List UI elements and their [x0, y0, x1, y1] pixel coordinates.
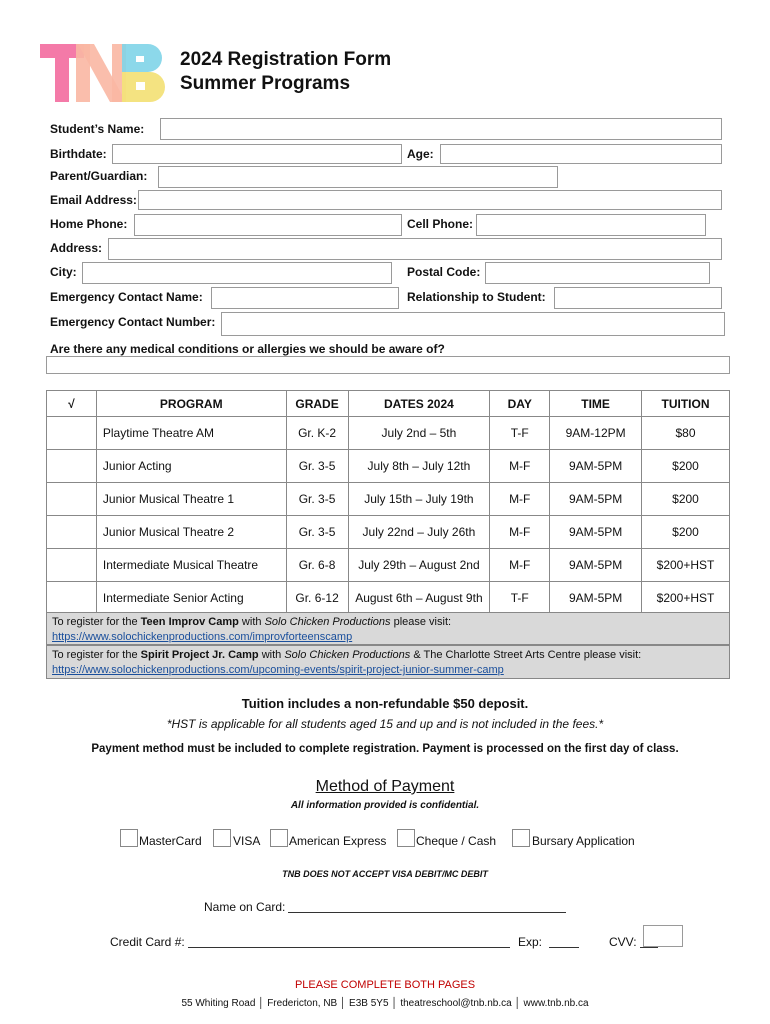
- cell-phone-label: Cell Phone:: [407, 217, 474, 231]
- select-program-cell[interactable]: [47, 417, 97, 450]
- note-text: & The Charlotte Street Arts Centre please visit:: [410, 649, 642, 661]
- program-tuition: $200: [642, 516, 730, 549]
- program-day: M-F: [490, 549, 550, 582]
- medical-conditions-input[interactable]: [46, 356, 730, 374]
- header-dates: DATES 2024: [348, 391, 490, 417]
- program-tuition: $200: [642, 450, 730, 483]
- relationship-label: Relationship to Student:: [407, 290, 546, 304]
- title-line-2: Summer Programs: [180, 73, 351, 94]
- program-tuition: $200: [642, 483, 730, 516]
- program-day: T-F: [490, 582, 550, 615]
- city-input[interactable]: [82, 262, 392, 284]
- home-phone-label: Home Phone:: [50, 217, 128, 231]
- table-row: [47, 516, 730, 549]
- footer-divider: │: [340, 998, 350, 1009]
- program-time: 9AM-5PM: [550, 516, 642, 549]
- note-text: please visit:: [390, 616, 452, 628]
- bursary-checkbox[interactable]: [512, 829, 530, 847]
- table-row: [47, 483, 730, 516]
- exp-label: Exp:: [518, 935, 543, 949]
- footer-divider: │: [514, 998, 524, 1009]
- birthdate-input[interactable]: [112, 144, 402, 164]
- student-name-label: Student’s Name:: [50, 122, 145, 136]
- table-row: [47, 417, 730, 450]
- postal-code-label: Postal Code:: [407, 265, 481, 279]
- select-program-cell[interactable]: [47, 483, 97, 516]
- city-label: City:: [50, 265, 77, 279]
- org-name: Solo Chicken Productions: [284, 649, 411, 661]
- program-dates: July 22nd – July 26th: [348, 516, 490, 549]
- header-program: PROGRAM: [96, 391, 286, 417]
- program-tuition: $200+HST: [642, 549, 730, 582]
- program-dates: July 2nd – 5th: [348, 417, 490, 450]
- deposit-notice: Tuition includes a non-refundable $50 deposit.: [241, 696, 529, 711]
- cvv-label: CVV:: [609, 935, 637, 949]
- teen-improv-link[interactable]: https://www.solochickenproductions.com/improvforteenscamp: [52, 631, 353, 643]
- table-header-row: [47, 391, 730, 417]
- program-time: 9AM-12PM: [550, 417, 642, 450]
- credit-card-label: Credit Card #:: [110, 935, 185, 949]
- select-program-cell[interactable]: [47, 549, 97, 582]
- program-time: 9AM-5PM: [550, 582, 642, 615]
- note-text: To register for the: [52, 616, 141, 628]
- program-name: Junior Musical Theatre 2: [96, 516, 286, 549]
- cheque-cash-label: Cheque / Cash: [416, 834, 497, 848]
- hst-notice: *HST is applicable for all students aged 15 and up and is not included in the fees.*: [166, 717, 604, 731]
- emergency-number-input[interactable]: [221, 312, 725, 336]
- no-debit-notice: TNB DOES NOT ACCEPT VISA DEBIT/MC DEBIT: [282, 869, 488, 879]
- program-name: Playtime Theatre AM: [96, 417, 286, 450]
- select-program-cell[interactable]: [47, 516, 97, 549]
- tnb-logo-graphic: [40, 42, 170, 104]
- cvv-box[interactable]: [643, 925, 683, 947]
- emergency-name-input[interactable]: [211, 287, 399, 309]
- program-tuition: $200+HST: [642, 582, 730, 615]
- spirit-camp-name: Spirit Project Jr. Camp: [140, 649, 259, 661]
- spirit-project-note: [46, 645, 730, 679]
- table-row: [47, 549, 730, 582]
- parent-guardian-input[interactable]: [158, 166, 558, 188]
- org-name: Solo Chicken Productions: [264, 616, 391, 628]
- program-dates: July 29th – August 2nd: [348, 549, 490, 582]
- cell-phone-input[interactable]: [476, 214, 706, 236]
- teen-camp-name: Teen Improv Camp: [140, 616, 239, 628]
- note-text: with: [238, 616, 265, 628]
- program-time: 9AM-5PM: [550, 549, 642, 582]
- american-express-label: American Express: [289, 834, 387, 848]
- program-grade: Gr. K-2: [286, 417, 348, 450]
- title-line-1: 2024 Registration Form: [180, 49, 392, 70]
- program-dates: August 6th – August 9th: [348, 582, 490, 615]
- age-input[interactable]: [440, 144, 722, 164]
- tnb-logo: [40, 42, 170, 102]
- visa-label: VISA: [233, 834, 261, 848]
- confidential-notice: All information provided is confidential.: [290, 800, 480, 811]
- parent-guardian-label: Parent/Guardian:: [50, 169, 148, 183]
- table-row: [47, 582, 730, 615]
- cheque-cash-checkbox[interactable]: [397, 829, 415, 847]
- complete-both-pages: PLEASE COMPLETE BOTH PAGES: [294, 979, 476, 991]
- footer-website[interactable]: www.tnb.nb.ca: [523, 998, 589, 1009]
- payment-title: Method of Payment: [315, 778, 455, 795]
- program-day: M-F: [490, 516, 550, 549]
- program-table: [46, 390, 730, 615]
- name-on-card-label: Name on Card:: [204, 900, 286, 914]
- footer-address: 55 Whiting Road: [181, 998, 256, 1009]
- footer-divider: │: [258, 998, 268, 1009]
- exp-input[interactable]: [549, 947, 579, 948]
- teen-improv-note: [46, 612, 730, 645]
- student-name-input[interactable]: [160, 118, 722, 140]
- header-day: DAY: [490, 391, 550, 417]
- emergency-number-label: Emergency Contact Number:: [50, 315, 216, 329]
- program-name: Intermediate Senior Acting: [96, 582, 286, 615]
- cvv-input[interactable]: [640, 947, 658, 948]
- payment-required-notice: Payment method must be included to complete registration. Payment is processed on the first day of class.: [91, 743, 679, 755]
- postal-code-input[interactable]: [485, 262, 710, 284]
- form-title: [180, 48, 391, 96]
- program-time: 9AM-5PM: [550, 450, 642, 483]
- header-tuition: TUITION: [642, 391, 730, 417]
- program-name: Intermediate Musical Theatre: [96, 549, 286, 582]
- footer-divider: │: [391, 998, 401, 1009]
- program-name: Junior Acting: [96, 450, 286, 483]
- bursary-label: Bursary Application: [532, 834, 635, 848]
- select-program-cell[interactable]: [47, 582, 97, 615]
- program-dates: July 8th – July 12th: [348, 450, 490, 483]
- visa-checkbox[interactable]: [213, 829, 231, 847]
- program-grade: Gr. 3-5: [286, 483, 348, 516]
- program-grade: Gr. 6-8: [286, 549, 348, 582]
- table-row: [47, 450, 730, 483]
- mastercard-checkbox[interactable]: [120, 829, 138, 847]
- emergency-name-label: Emergency Contact Name:: [50, 290, 203, 304]
- program-grade: Gr. 6-12: [286, 582, 348, 615]
- name-on-card-input[interactable]: [288, 912, 566, 913]
- address-label: Address:: [50, 241, 103, 255]
- footer-contact: [0, 998, 770, 1009]
- header-check: √: [47, 391, 97, 417]
- program-name: Junior Musical Theatre 1: [96, 483, 286, 516]
- credit-card-input[interactable]: [188, 947, 510, 948]
- footer-postal: E3B 5Y5: [349, 998, 389, 1009]
- program-grade: Gr. 3-5: [286, 516, 348, 549]
- email-input[interactable]: [138, 190, 722, 210]
- note-text: To register for the: [52, 649, 141, 661]
- age-label: Age:: [407, 147, 434, 161]
- relationship-input[interactable]: [554, 287, 722, 309]
- medical-question-label: Are there any medical conditions or allergies we should be aware of?: [50, 342, 445, 356]
- birthdate-label: Birthdate:: [50, 147, 107, 161]
- program-tuition: $80: [642, 417, 730, 450]
- mastercard-label: MasterCard: [139, 834, 202, 848]
- program-grade: Gr. 3-5: [286, 450, 348, 483]
- email-label: Email Address:: [50, 193, 137, 207]
- address-input[interactable]: [108, 238, 722, 260]
- program-day: M-F: [490, 483, 550, 516]
- footer-email[interactable]: theatreschool@tnb.nb.ca: [400, 998, 512, 1009]
- footer-city: Fredericton, NB: [267, 998, 338, 1009]
- home-phone-input[interactable]: [134, 214, 402, 236]
- program-time: 9AM-5PM: [550, 483, 642, 516]
- header-grade: GRADE: [286, 391, 348, 417]
- program-day: M-F: [490, 450, 550, 483]
- select-program-cell[interactable]: [47, 450, 97, 483]
- american-express-checkbox[interactable]: [270, 829, 288, 847]
- program-day: T-F: [490, 417, 550, 450]
- program-dates: July 15th – July 19th: [348, 483, 490, 516]
- note-text: with: [258, 649, 285, 661]
- spirit-project-link[interactable]: https://www.solochickenproductions.com/upcoming-events/spirit-project-junior-summer-camp: [52, 664, 504, 676]
- header-time: TIME: [550, 391, 642, 417]
